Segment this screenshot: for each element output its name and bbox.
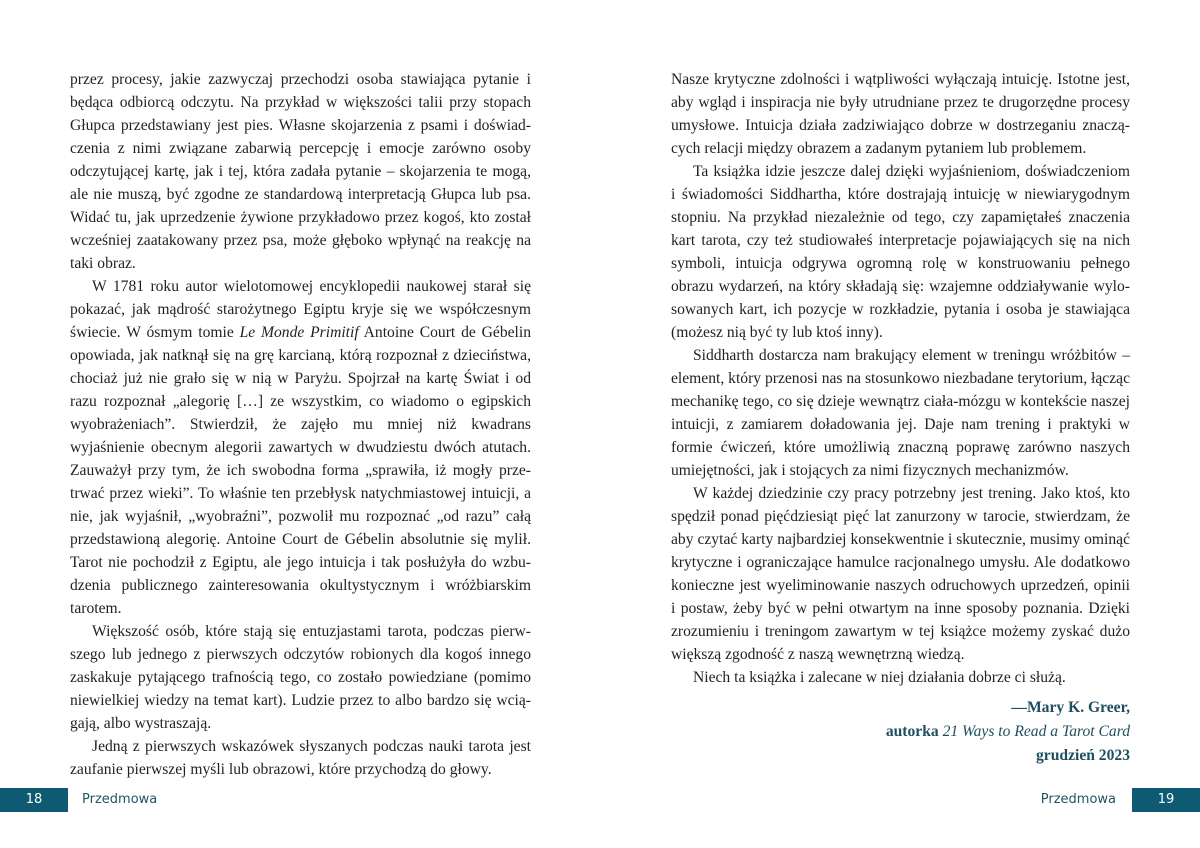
paragraph: Siddharth dostarcza nam brakujący element w treningu wróżbitów – element, który przenosi nas na stosunkowo niezbadane terytorium, łącząc mechanikę tego, co się dzieje wewnątrz ciała-mózgu w kontekście naszej intuicji, z zamiarem doładowania jej. Daje nam trening i praktyki w formie ćwiczeń, które umożliwią znaczną poprawę zarówno naszych umiejętności, jak i stojących za nimi fizycznych mechanizmów.	[671, 347, 1130, 479]
paragraph: przez procesy, jakie zazwyczaj przechodzi osoba stawiająca pytanie i będąca odbiorcą odczytu. Na przykład w większości talii przy stopach Głupca przedstawiany jest pies. Własne skojarzenia z psami i doświadczenia z nimi związane zabarwią percepcję i emocje zarówno osoby odczytującej kartę, jak i tej, która zadała pytanie – skojarzenia te mogą, ale nie muszą, być zgodne ze standardową interpretacją Głupca lub psa. Widać tu, jak uprzedzenie żywione przykładowo przez kogoś, kto został wcześniej zaatakowany przez psa, może głęboko wpłynąć na reakcję na taki obraz.	[70, 71, 531, 272]
paragraph	[70, 275, 531, 620]
book-title-italic: Le Monde Primitif	[239, 324, 359, 341]
author-signature	[886, 696, 1130, 768]
signature-role	[886, 720, 1130, 744]
paragraph: Ta książka idzie jeszcze dalej dzięki wyjaśnieniom, doświadczeniom i świadomości Siddhartha, które dostrajają intuicję w niewiarygodnym stopniu. Na przykład niezależnie od tego, czy zapamiętałeś znaczenia kart tarota, czy też studiowałeś interpretacje pojawiających się na nich symboli, intuicja odgrywa ogromną rolę w konstruowaniu pełnego obrazu wydarzeń, na który składają się: wzajemne oddziaływanie wylosowanych kart, ich pozycje w rozkładzie, pytania i osoba je stawiająca (możesz nią być ty lub ktoś inny).	[671, 163, 1130, 341]
paragraph-text: Antoine Court de Gébelin opowiada, jak natknął się na grę karcianą, którą rozpoznał z dzieciństwa, chociaż już nie grało się w nią w Paryżu. Spojrzał na kartę Świat i od razu rozpoznał „alegorię […] ze wszystkim, co wiadomo o egipskich wyobrażeniach”. Stwierdził, że zajęło mu mniej niż kwadrans wyjaśnienie obecnym alegorii zawartych w dwudziestu dwóch atutach. Zauważył przy tym, że ich swobodna forma „sprawiła, iż mogły przetrwać przez wieki”. To właśnie ten przebłysk natychmiastowej intuicji, a nie, jak wyjaśnił, „wyobraźni”, pozwolił mu rozpoznać „od razu” całą przedstawioną alegorię. Antoine Court de Gébelin absolutnie się mylił. Tarot nie pochodził z Egiptu, ale jego intuicja i tak posłużyła do wzbudzenia publicznego zainteresowania okultystycznym i wróżbiarskim tarotem.	[70, 324, 532, 617]
paragraph: W każdej dziedzinie czy pracy potrzebny jest trening. Jako ktoś, kto spędził ponad pięćdziesiąt pięć lat zanurzony w tarocie, stwierdzam, że aby czytać karty najbardziej konsekwentnie i skutecznie, musimy ominąć krytyczne i ograniczające hamulce racjonalnego umysłu. Ale dodatkowo konieczne jest wyeliminowanie naszych odruchowych uprzedzeń, opinii i postaw, żeby być w pełni otwartym na inne sposoby poznania. Dzięki zrozumieniu i treningom zawartym w tej książce możemy zyskać dużo większą zgodność z naszą wewnętrzną wiedzą.	[671, 485, 1130, 663]
right-text-column	[671, 68, 1130, 689]
paragraph: Niech ta książka i zalecane w niej działania dobrze ci służą.	[693, 669, 1066, 686]
page-number: 18	[0, 788, 68, 812]
paragraph: Większość osób, które stają się entuzjastami tarota, podczas pierwszego lub jednego z pierwszych odczytów robionych dla kogoś innego zaskakuje pytającego trafnością tego, co zostało powiedziane (pomimo niewielkiej wiedzy na temat kart). Ludzie przez to albo bardzo się wciągają, albo wystraszają.	[70, 623, 531, 732]
signature-book-title: 21 Ways to Read a Tarot Card	[942, 723, 1130, 740]
signature-name: —Mary K. Greer,	[1011, 699, 1130, 716]
right-page	[600, 0, 1200, 848]
left-text-column	[70, 68, 531, 781]
paragraph: Jedną z pierwszych wskazówek słyszanych podczas nauki tarota jest zaufanie pierwszej myśli lub obrazowi, które przychodzą do głowy.	[70, 738, 531, 778]
signature-date: grudzień 2023	[1036, 747, 1130, 764]
running-head: Przedmowa	[1040, 792, 1116, 807]
paragraph: Nasze krytyczne zdolności i wątpliwości wyłączają intuicję. Istotne jest, aby wgląd i inspiracja nie były utrudniane przez te drugorzędne procesy umysłowe. Intuicja działa zadziwiająco dobrze w dostrzeganiu znaczących relacji między obrazem a zadanym pytaniem lub problemem.	[671, 71, 1130, 157]
paragraph-text: W 1781 roku autor wielotomowej encyklopedii naukowej starał się pokazać, jak mądrość starożytnego Egiptu kryje się we współczesnym świecie. W ósmym tomie	[70, 278, 531, 341]
signature-role-label: autorka	[885, 723, 943, 740]
running-head: Przedmowa	[82, 792, 158, 807]
page-number: 19	[1132, 788, 1200, 812]
